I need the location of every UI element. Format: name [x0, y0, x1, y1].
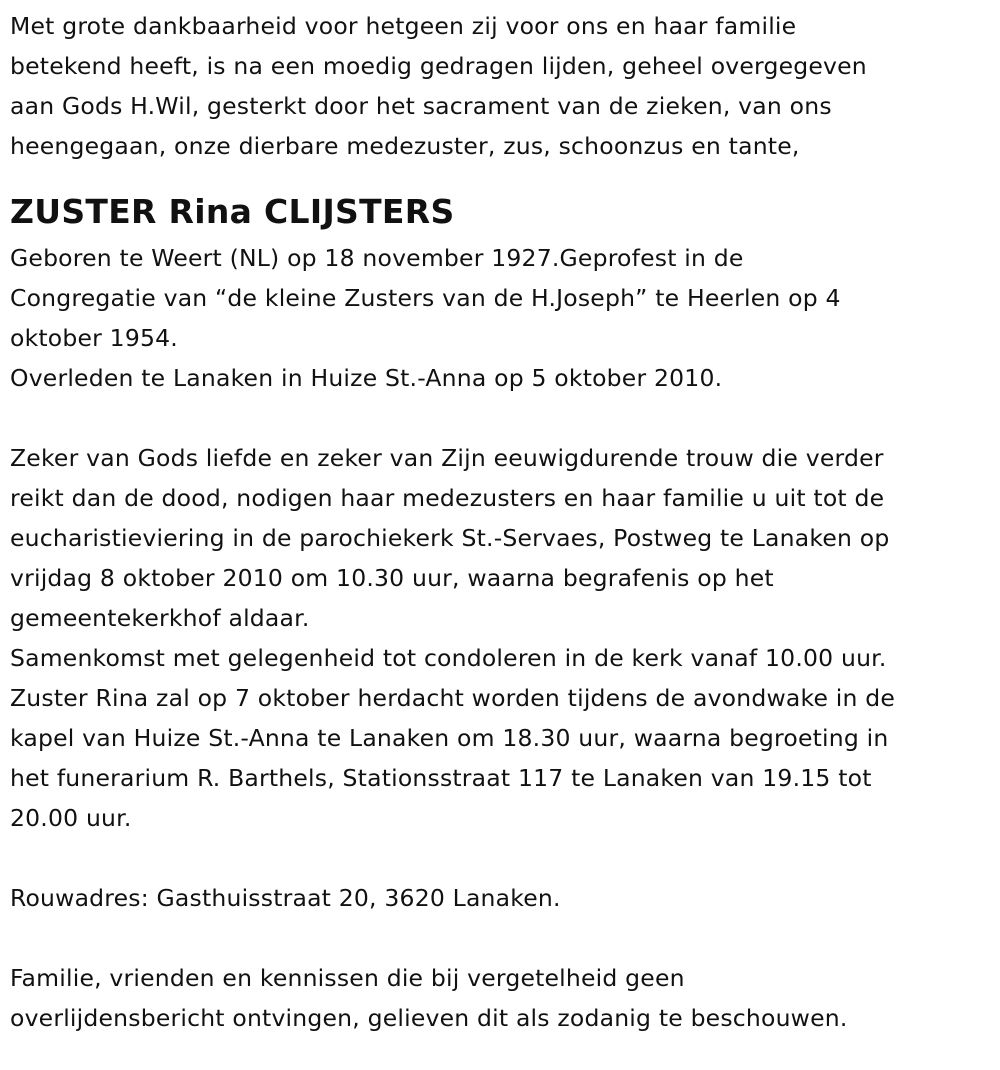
text-line: reikt dan de dood, nodigen haar medezusters en haar familie u uit tot de: [10, 484, 885, 512]
text-line: gemeentekerkhof aldaar.: [10, 604, 310, 632]
text-line: Zuster Rina zal op 7 oktober herdacht worden tijdens de avondwake in de: [10, 684, 896, 712]
text-line: Zeker van Gods liefde en zeker van Zijn eeuwigdurende trouw die verder: [10, 444, 884, 472]
mourning-address: Rouwadres: Gasthuisstraat 20, 3620 Lanaken.: [10, 884, 561, 912]
obituary-document: [10, 6, 995, 1038]
text-line: Samenkomst met gelegenheid tot condoleren in de kerk vanaf 10.00 uur.: [10, 644, 887, 672]
closing-paragraph: [10, 958, 995, 1038]
text-line: eucharistieviering in de parochiekerk St.-Servaes, Postweg te Lanaken op: [10, 524, 890, 552]
text-line: het funerarium R. Barthels, Stationsstraat 117 te Lanaken van 19.15 tot: [10, 764, 872, 792]
funeral-paragraph: [10, 438, 995, 838]
text-line: Met grote dankbaarheid voor hetgeen zij voor ons en haar familie: [10, 12, 797, 40]
text-line: Geboren te Weert (NL) op 18 november 1927.Geprofest in de: [10, 244, 744, 272]
text-line: Familie, vrienden en kennissen die bij vergetelheid geen: [10, 964, 685, 992]
text-line: oktober 1954.: [10, 324, 178, 352]
text-line: betekend heeft, is na een moedig gedragen lijden, geheel overgegeven: [10, 52, 867, 80]
text-line: Congregatie van “de kleine Zusters van de H.Joseph” te Heerlen op 4: [10, 284, 841, 312]
text-line: Overleden te Lanaken in Huize St.-Anna op 5 oktober 2010.: [10, 364, 723, 392]
text-line: heengegaan, onze dierbare medezuster, zus, schoonzus en tante,: [10, 132, 800, 160]
text-line: kapel van Huize St.-Anna te Lanaken om 18.30 uur, waarna begroeting in: [10, 724, 889, 752]
text-line: vrijdag 8 oktober 2010 om 10.30 uur, waarna begrafenis op het: [10, 564, 774, 592]
bio-paragraph: [10, 238, 995, 398]
text-line: aan Gods H.Wil, gesterkt door het sacrament van de zieken, van ons: [10, 92, 832, 120]
intro-paragraph: [10, 6, 995, 166]
text-line: 20.00 uur.: [10, 804, 132, 832]
text-line: overlijdensbericht ontvingen, gelieven dit als zodanig te beschouwen.: [10, 1004, 848, 1032]
deceased-name: ZUSTER Rina CLIJSTERS: [10, 192, 455, 231]
